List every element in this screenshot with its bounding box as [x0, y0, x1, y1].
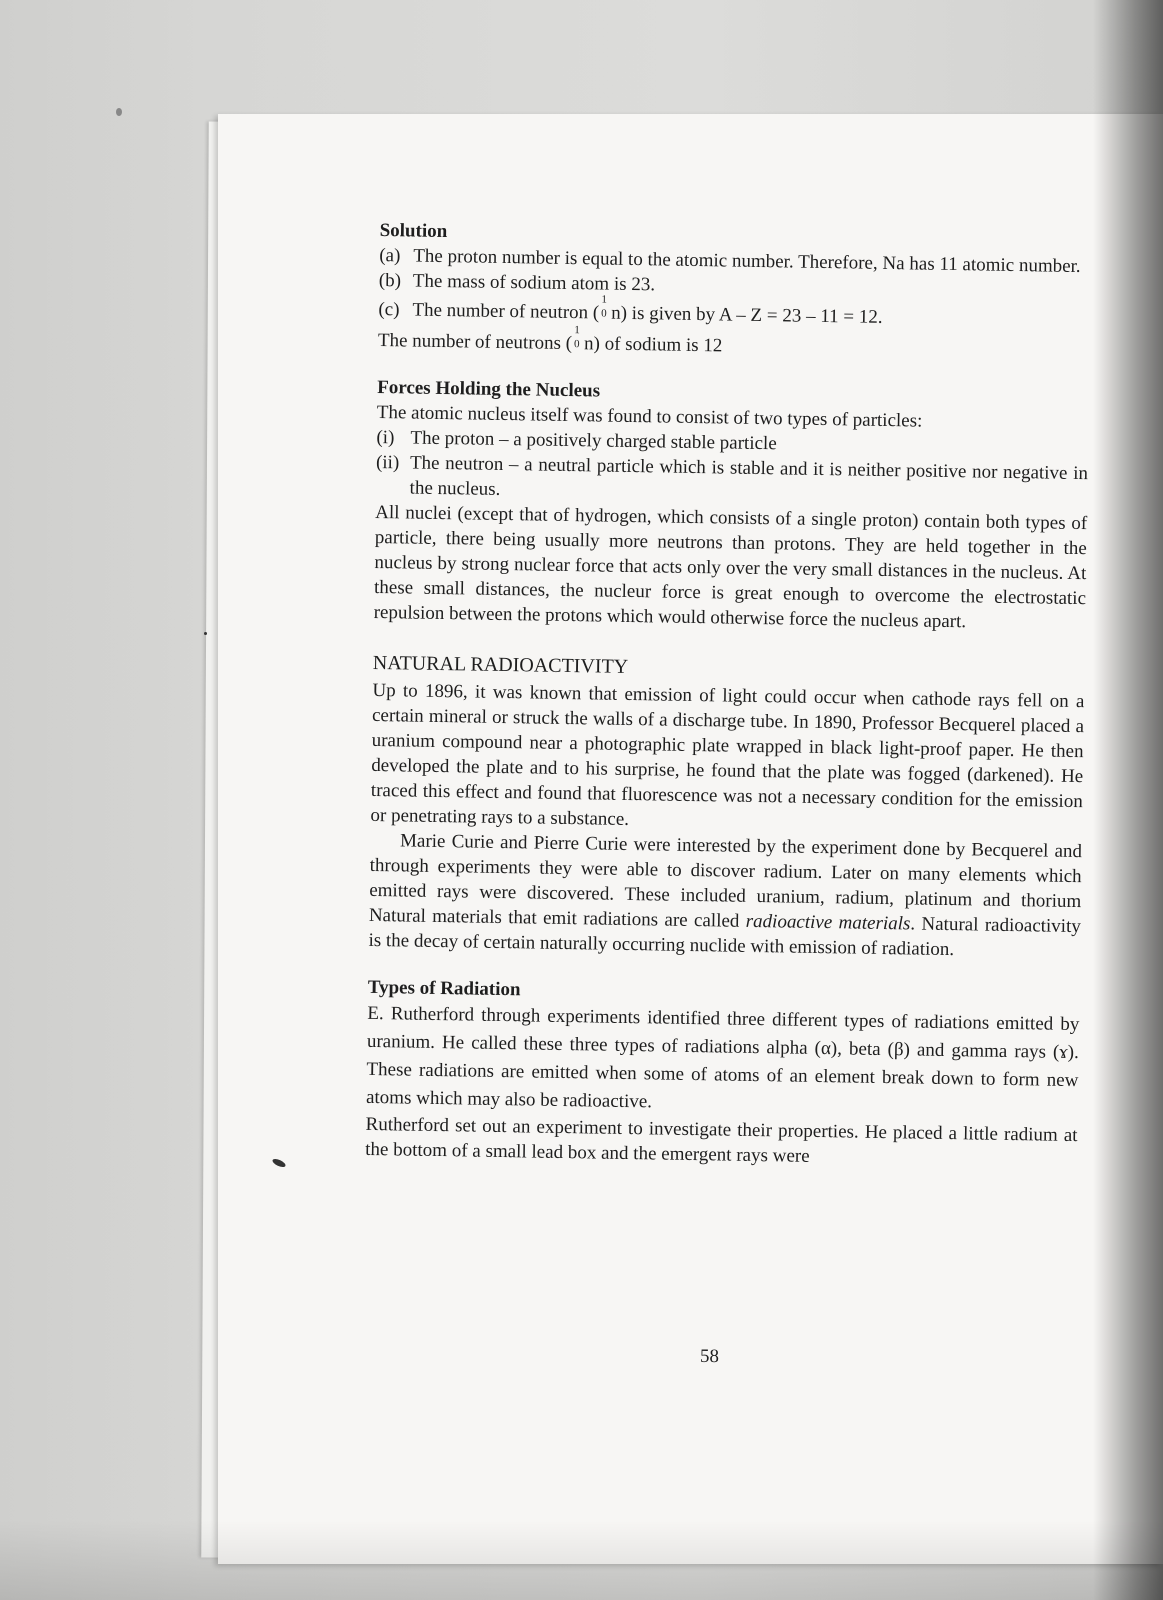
item-text: The proton – a positively charged stable particle: [410, 427, 777, 455]
item-text: The mass of sodium atom is 23.: [412, 270, 656, 296]
item-label: (c): [378, 298, 400, 321]
item-label: (a): [379, 244, 401, 267]
types-of-radiation-heading: Types of Radiation: [367, 976, 521, 1001]
item-text: [412, 293, 1090, 337]
scan-shadow-bottom: [0, 1520, 1163, 1600]
text-before: The number of neutron (: [412, 299, 600, 324]
text-after: ) of sodium is 12: [593, 333, 723, 357]
radioactivity-paragraph-2: [368, 828, 1082, 964]
neutron-notation: [599, 293, 611, 320]
item-label: (ii): [375, 451, 400, 474]
text-before: The number of neutrons (: [377, 329, 573, 355]
italic-term: radioactive materials: [745, 910, 911, 935]
radioactivity-paragraph-1: Up to 1896, it was known that emission of light could occur when cathode rays fell on a certain mineral or struck the walls of a discharge tube. In 1890, Professor Becquerel placed a uranium compound near a photographic plate wrapped in black light-proof paper. He then developed the plate and to his surprise, he found that the plate was fogged (darkened). He traced this effect and found that fluorescence was not a necessary condition for the emission or penetrating rays to a substance.: [370, 679, 1085, 830]
nuclide-atomic-number: 0: [601, 307, 607, 320]
forces-paragraph: All nuclei (except that of hydrogen, which consists of a single proton) contain both types of particle, there being usually more neutrons than protons. They are held together in the nucleus by strong nuclear force that acts only over the very small distances in the nucleus. At these small distances, the nucleur force is great enough to overcome the electrostatic repulsion between the protons which would otherwise force the nucleus apart.: [373, 501, 1088, 633]
types-paragraph-2: Rutherford set out an experiment to investigate their properties. He placed a little radium at the bottom of a small lead box and the emergent rays were: [365, 1113, 1078, 1167]
forces-heading: Forces Holding the Nucleus: [377, 376, 601, 402]
item-text: The proton number is equal to the atomic number. Therefore, Na has 11 atomic number.: [413, 245, 1081, 278]
item-label: (i): [376, 426, 395, 449]
forces-intro: The atomic nucleus itself was found to consist of two types of particles:: [376, 401, 923, 432]
text-after: ) is given by A – Z = 23 – 11 = 12.: [620, 302, 883, 328]
nuclide-symbol: n: [583, 333, 594, 355]
natural-radioactivity-title: NATURAL RADIOACTIVITY: [372, 651, 629, 678]
page-number: 58: [699, 1345, 720, 1368]
nuclide-atomic-number: 0: [573, 338, 580, 351]
nuclide-symbol: n: [611, 302, 621, 324]
nuclide-mass-number: 1: [574, 324, 580, 337]
scan-speck: [116, 108, 122, 116]
page-content: [365, 210, 1092, 1173]
item-text: The neutron – a neutral particle which is stable and it is neither positive nor negative in the nucleus.: [409, 452, 1089, 500]
item-label: (b): [378, 269, 402, 292]
types-paragraph-1: E. Rutherford through experiments identified three different types of radiations emitted by uranium. He called these three types of radiations alpha (α), beta (β) and gamma rays (ɤ). These radiations are emitted when some of atoms of an element break down to form new atoms which may also be radioactive.: [365, 1002, 1080, 1113]
neutron-notation: [572, 324, 584, 351]
solution-heading: Solution: [379, 219, 448, 243]
text-before: Marie Curie and Pierre Curie were interested by the experiment done by Becquerel and through experiments they were able to discover radium. Later on many elements which emitted rays were discovered. These included uranium, radium, platinum and thorium Natural materials that emit radiations are called: [368, 830, 1083, 932]
scan-shadow-right: [1093, 0, 1163, 1600]
text-after: . Natural radioactivity is the decay of certain naturally occurring nuclide with emission of radiation.: [368, 913, 1081, 961]
nuclide-mass-number: 1: [601, 293, 607, 306]
scan-speck: [204, 632, 207, 635]
